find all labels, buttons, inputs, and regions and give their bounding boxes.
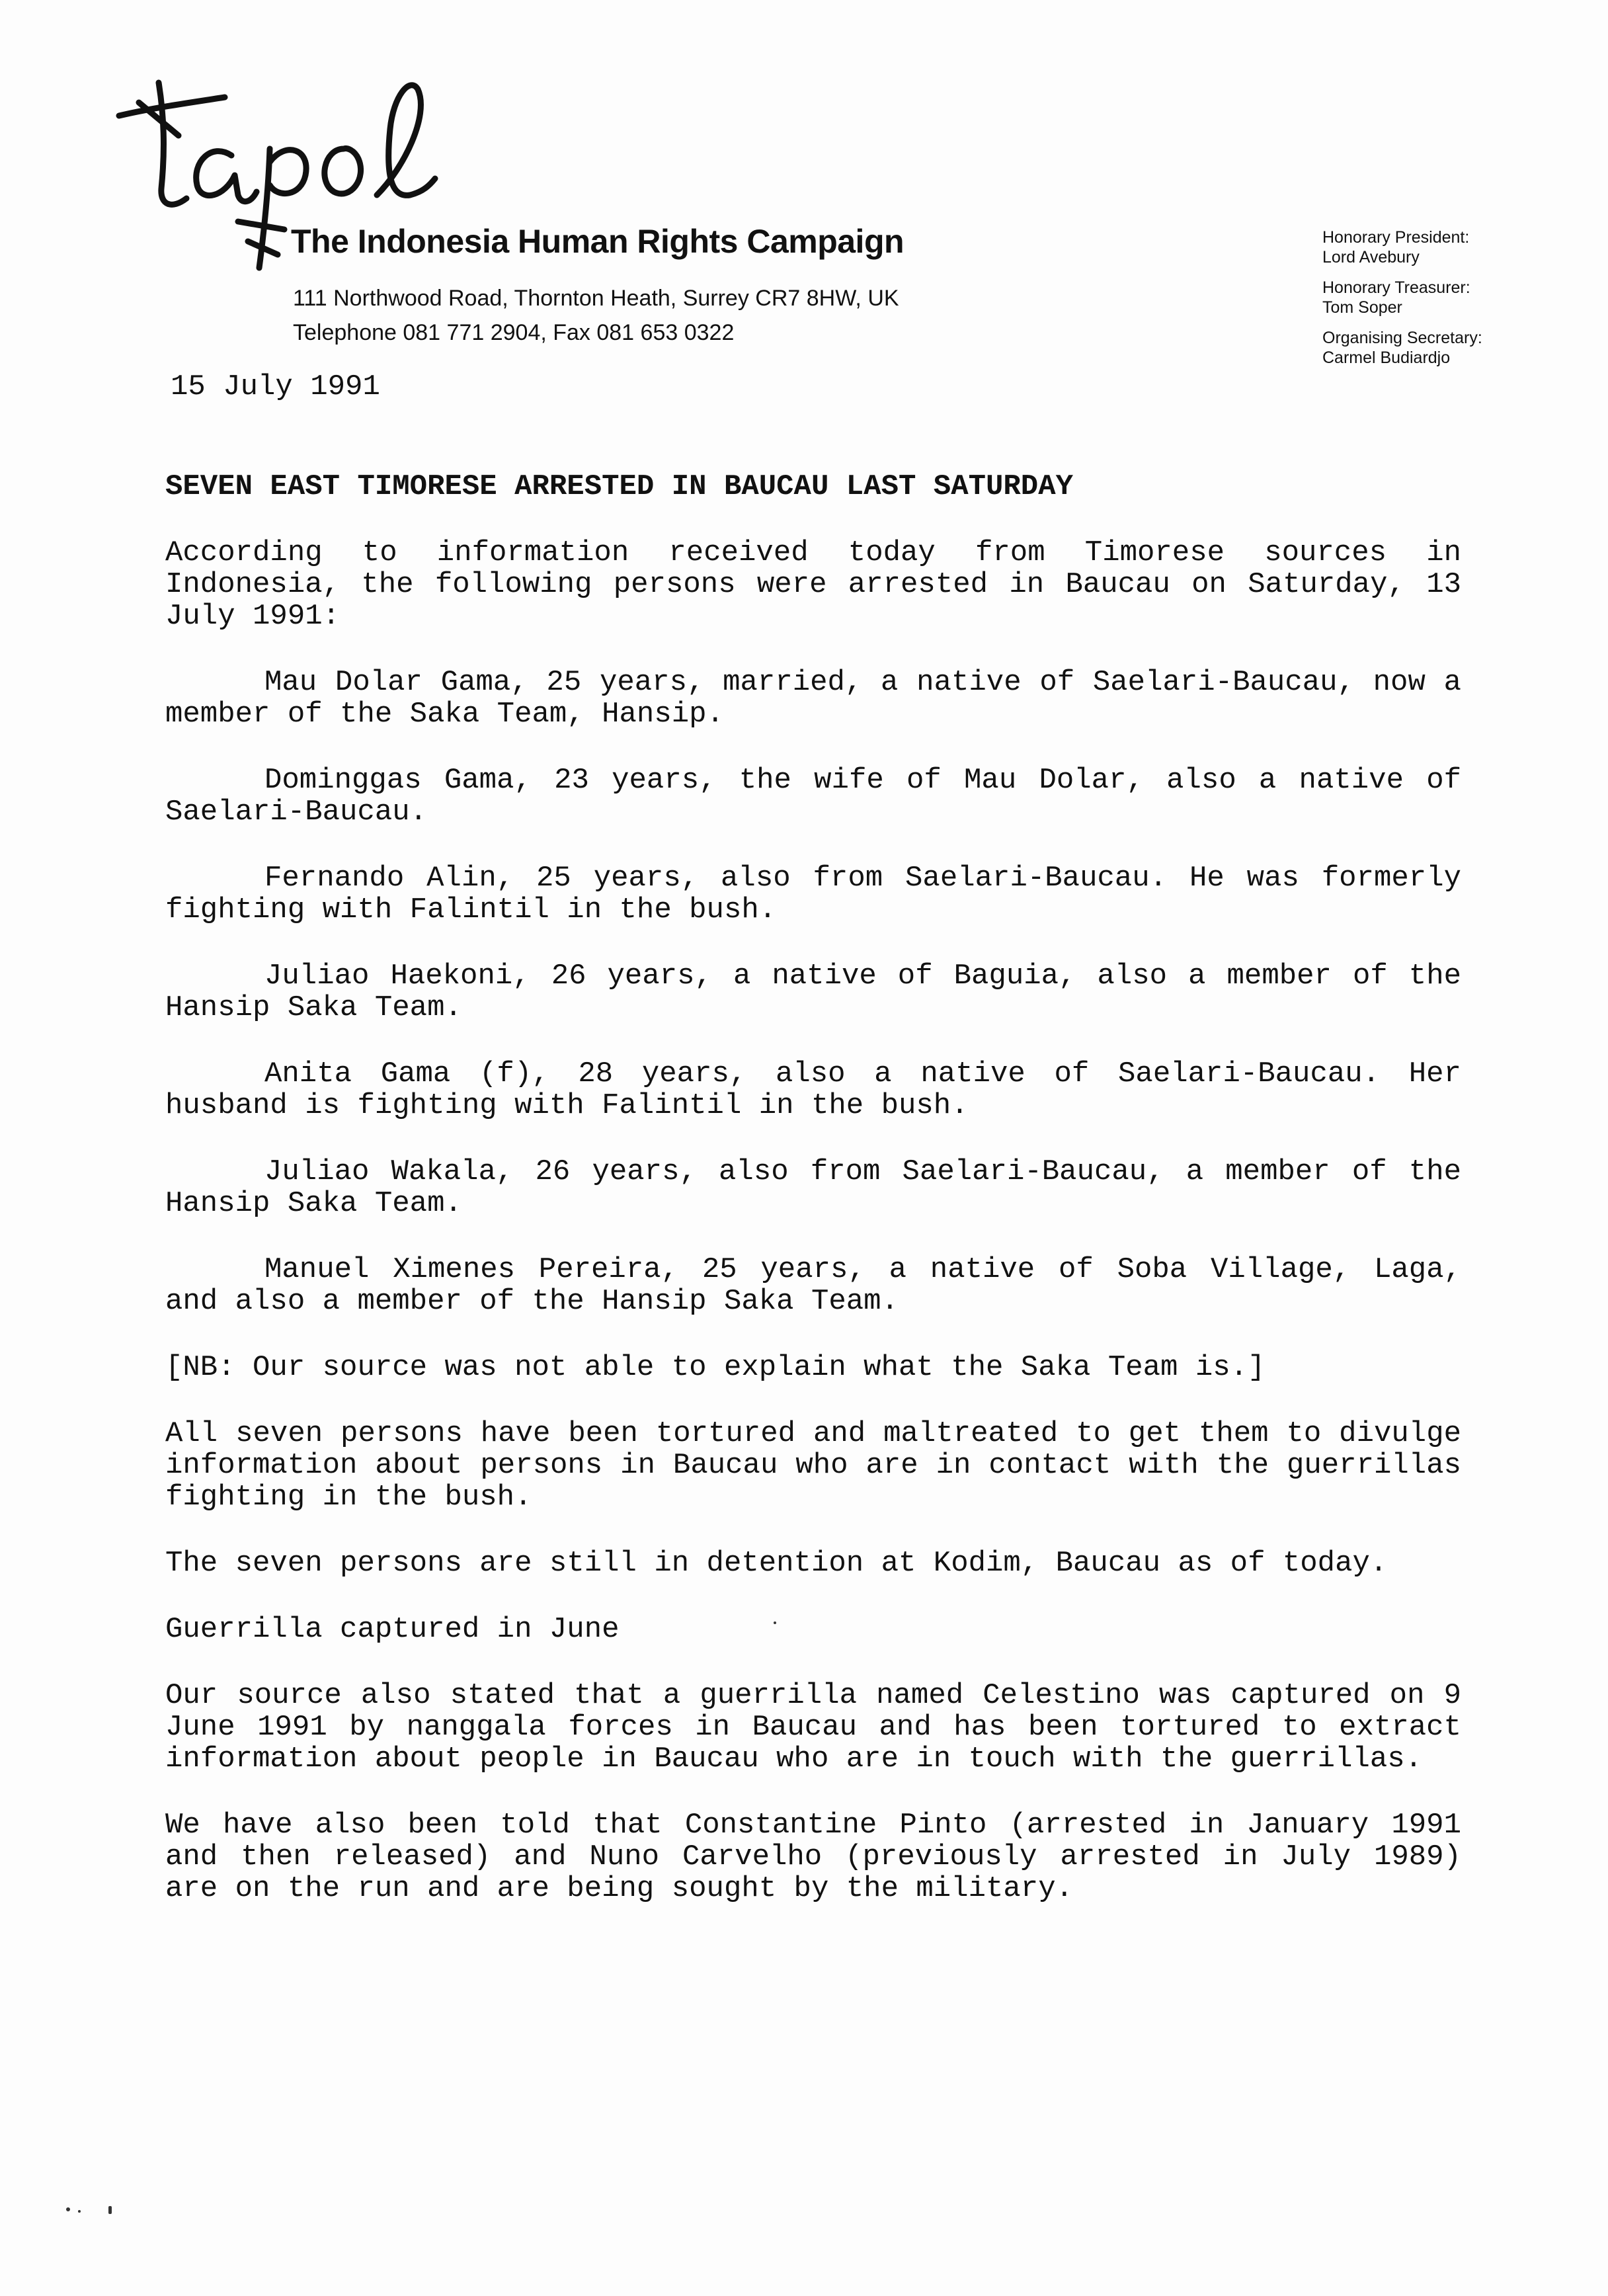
paragraph-torture: All seven persons have been tortured and maltreated to get them to divulge information about persons in Baucau who are in contact with the guerrillas fighting in the bush. bbox=[165, 1417, 1461, 1514]
officer-treasurer bbox=[1322, 278, 1482, 317]
org-name: The Indonesia Human Rights Campaign bbox=[291, 223, 904, 260]
document-date: 15 July 1991 bbox=[171, 370, 380, 403]
speck bbox=[66, 2207, 70, 2211]
paragraph-on-the-run: We have also been told that Constantine Pinto (arrested in January 1991 and then released) and Nuno Carvelho (previously arrested in July 1989) are on the run and are being sought by the military. bbox=[165, 1809, 1461, 1905]
paragraph-person-5: Anita Gama (f), 28 years, also a native of Saelari-Baucau. Her husband is fighting with Falintil in the bush. bbox=[165, 1057, 1461, 1122]
paragraph-person-7: Manuel Ximenes Pereira, 25 years, a native of Soba Village, Laga, and also a member of the Hansip Saka Team. bbox=[165, 1253, 1461, 1318]
officer-name: Carmel Budiardjo bbox=[1322, 348, 1451, 367]
officer-secretary bbox=[1322, 328, 1482, 368]
paragraph-detention: The seven persons are still in detention at Kodim, Baucau as of today. bbox=[165, 1547, 1388, 1580]
officer-name: Lord Avebury bbox=[1322, 248, 1420, 266]
officer-role: Organising Secretary: bbox=[1322, 329, 1482, 347]
paragraph-person-4: Juliao Haekoni, 26 years, a native of Baguia, also a member of the Hansip Saka Team. bbox=[165, 960, 1461, 1024]
officer-role: Honorary Treasurer: bbox=[1322, 278, 1470, 297]
officers-list bbox=[1322, 227, 1482, 378]
speck bbox=[774, 1621, 776, 1624]
paragraph-person-3: Fernando Alin, 25 years, also from Saelari-Baucau. He was formerly fighting with Falintil in the bush. bbox=[165, 862, 1461, 926]
paragraph-person-6: Juliao Wakala, 26 years, also from Saelari-Baucau, a member of the Hansip Saka Team. bbox=[165, 1155, 1461, 1220]
paragraph-nb-note: [NB: Our source was not able to explain what the Saka Team is.] bbox=[165, 1351, 1266, 1384]
officer-name: Tom Soper bbox=[1322, 298, 1402, 317]
org-phone: Telephone 081 771 2904, Fax 081 653 0322 bbox=[293, 320, 735, 345]
speck bbox=[78, 2210, 81, 2213]
paragraph-person-2: Dominggas Gama, 23 years, the wife of Mau Dolar, also a native of Saelari-Baucau. bbox=[165, 764, 1461, 829]
officer-role: Honorary President: bbox=[1322, 228, 1470, 247]
headline: SEVEN EAST TIMORESE ARRESTED IN BAUCAU LAST SATURDAY bbox=[165, 470, 1074, 503]
officer-president bbox=[1322, 227, 1482, 267]
paragraph-celestino: Our source also stated that a guerrilla named Celestino was captured on 9 June 1991 by nanggala forces in Baucau and has been tortured to extract information about people in Baucau who are in touch with the guerrillas. bbox=[165, 1679, 1461, 1776]
speck bbox=[108, 2206, 112, 2214]
subheading: Guerrilla captured in June bbox=[165, 1613, 620, 1646]
document-body bbox=[165, 471, 1461, 1939]
paragraph-intro: According to information received today from Timorese sources in Indonesia, the following persons were arrested in Baucau on Saturday, 13 July 1991: bbox=[165, 536, 1461, 633]
paragraph-person-1: Mau Dolar Gama, 25 years, married, a native of Saelari-Baucau, now a member of the Saka Team, Hansip. bbox=[165, 666, 1461, 731]
org-address: 111 Northwood Road, Thornton Heath, Surrey CR7 8HW, UK bbox=[293, 286, 899, 311]
